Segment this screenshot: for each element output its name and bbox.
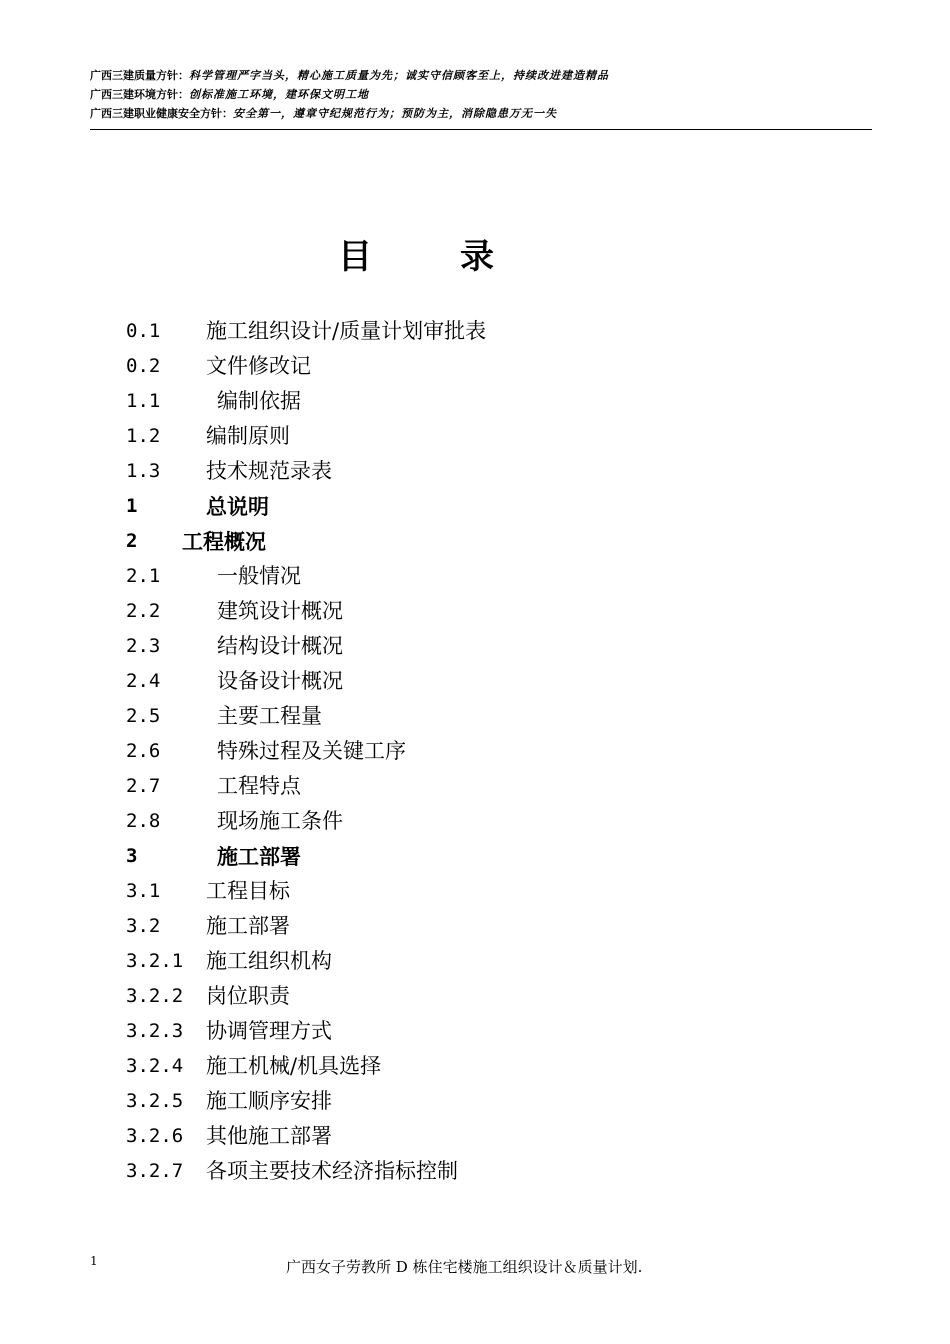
toc-item-number: 0.1	[126, 320, 161, 342]
toc-item[interactable]	[126, 909, 846, 944]
toc-item[interactable]	[126, 874, 846, 909]
toc-item[interactable]	[126, 699, 846, 734]
toc-item[interactable]	[126, 1119, 846, 1154]
page-header	[90, 66, 872, 123]
toc-item[interactable]	[126, 1154, 846, 1189]
safety-policy-label: 广西三建职业健康安全方针：	[90, 107, 233, 120]
quality-policy-line	[90, 66, 872, 85]
toc-item-number: 3.2.7	[126, 1160, 184, 1182]
toc-item[interactable]	[126, 944, 846, 979]
toc-item[interactable]	[126, 384, 846, 419]
toc-item-number: 2.7	[126, 775, 161, 797]
toc-item[interactable]	[126, 419, 846, 454]
toc-item-label: 工程概况	[182, 529, 266, 554]
safety-policy-text: 安全第一，遵章守纪规范行为；预防为主，消除隐患万无一失	[233, 107, 557, 120]
toc-item-number: 3.2	[126, 915, 161, 937]
toc-item-label: 文件修改记	[206, 354, 311, 378]
toc-item-number: 2.3	[126, 635, 161, 657]
toc-item-label: 其他施工部署	[206, 1124, 332, 1148]
toc-item-label: 施工部署	[217, 844, 301, 869]
toc-item-label: 现场施工条件	[217, 809, 343, 833]
toc-item-number: 1.2	[126, 425, 161, 447]
toc-item[interactable]	[126, 524, 846, 559]
toc-item[interactable]	[126, 629, 846, 664]
toc-item-label: 设备设计概况	[217, 669, 343, 693]
table-of-contents	[126, 314, 846, 1189]
toc-item-number: 1	[126, 495, 138, 517]
toc-item-label: 施工顺序安排	[206, 1089, 332, 1113]
toc-item-label: 建筑设计概况	[217, 599, 343, 623]
title-char-2: 录	[460, 237, 494, 277]
toc-item-number: 3.2.5	[126, 1090, 184, 1112]
environment-policy-text: 创标准施工环境，建环保文明工地	[189, 88, 369, 101]
page-title	[0, 232, 950, 282]
toc-item-label: 总说明	[206, 494, 269, 519]
toc-item-label: 施工组织机构	[206, 949, 332, 973]
toc-item-number: 1.1	[126, 390, 161, 412]
toc-item[interactable]	[126, 769, 846, 804]
toc-item[interactable]	[126, 594, 846, 629]
title-char-1: 目	[338, 237, 372, 277]
toc-item-label: 编制依据	[217, 389, 301, 413]
toc-item[interactable]	[126, 349, 846, 384]
page-number: 1	[90, 1254, 98, 1268]
page-footer	[0, 1255, 950, 1279]
toc-item[interactable]	[126, 1049, 846, 1084]
toc-item-number: 3.1	[126, 880, 161, 902]
toc-item-number: 3	[126, 845, 138, 867]
environment-policy-line	[90, 85, 872, 104]
toc-item-label: 一般情况	[217, 564, 301, 588]
toc-item-label: 工程目标	[206, 879, 290, 903]
toc-item-number: 3.2.3	[126, 1020, 184, 1042]
toc-item[interactable]	[126, 559, 846, 594]
toc-item-number: 3.2.6	[126, 1125, 184, 1147]
toc-item-number: 0.2	[126, 355, 161, 377]
quality-policy-text: 科学管理严字当头，精心施工质量为先；诚实守信顾客至上，持续改进建造精品	[189, 69, 609, 82]
toc-item[interactable]	[126, 454, 846, 489]
toc-item[interactable]	[126, 489, 846, 524]
toc-item-label: 主要工程量	[217, 704, 322, 728]
toc-item-label: 技术规范录表	[206, 459, 332, 483]
toc-item[interactable]	[126, 734, 846, 769]
toc-item-number: 3.2.4	[126, 1055, 184, 1077]
toc-item-label: 各项主要技术经济指标控制	[206, 1159, 458, 1183]
document-title: 广西女子劳教所 D 栋住宅楼施工组织设计＆质量计划.	[286, 1258, 643, 1276]
toc-item-label: 岗位职责	[206, 984, 290, 1008]
toc-item[interactable]	[126, 839, 846, 874]
toc-item-number: 2.5	[126, 705, 161, 727]
toc-item-label: 施工部署	[206, 914, 290, 938]
toc-item[interactable]	[126, 979, 846, 1014]
toc-item[interactable]	[126, 314, 846, 349]
toc-item-label: 施工机械/机具选择	[206, 1054, 382, 1078]
toc-item-number: 2.1	[126, 565, 161, 587]
environment-policy-label: 广西三建环境方针：	[90, 88, 189, 101]
toc-item-number: 2	[126, 530, 138, 552]
toc-item-number: 2.4	[126, 670, 161, 692]
header-divider	[90, 129, 872, 130]
toc-item-number: 3.2.2	[126, 985, 184, 1007]
toc-item-label: 编制原则	[206, 424, 290, 448]
toc-item-number: 1.3	[126, 460, 161, 482]
toc-item[interactable]	[126, 664, 846, 699]
toc-item-number: 2.6	[126, 740, 161, 762]
toc-item[interactable]	[126, 1014, 846, 1049]
toc-item-label: 特殊过程及关键工序	[217, 739, 406, 763]
safety-policy-line	[90, 104, 872, 123]
toc-item[interactable]	[126, 804, 846, 839]
toc-item-label: 工程特点	[217, 774, 301, 798]
toc-item-number: 2.2	[126, 600, 161, 622]
toc-item-number: 3.2.1	[126, 950, 184, 972]
toc-item-label: 施工组织设计/质量计划审批表	[206, 319, 487, 343]
toc-item-label: 结构设计概况	[217, 634, 343, 658]
toc-item-number: 2.8	[126, 810, 161, 832]
quality-policy-label: 广西三建质量方针：	[90, 69, 189, 82]
toc-item[interactable]	[126, 1084, 846, 1119]
toc-item-label: 协调管理方式	[206, 1019, 332, 1043]
